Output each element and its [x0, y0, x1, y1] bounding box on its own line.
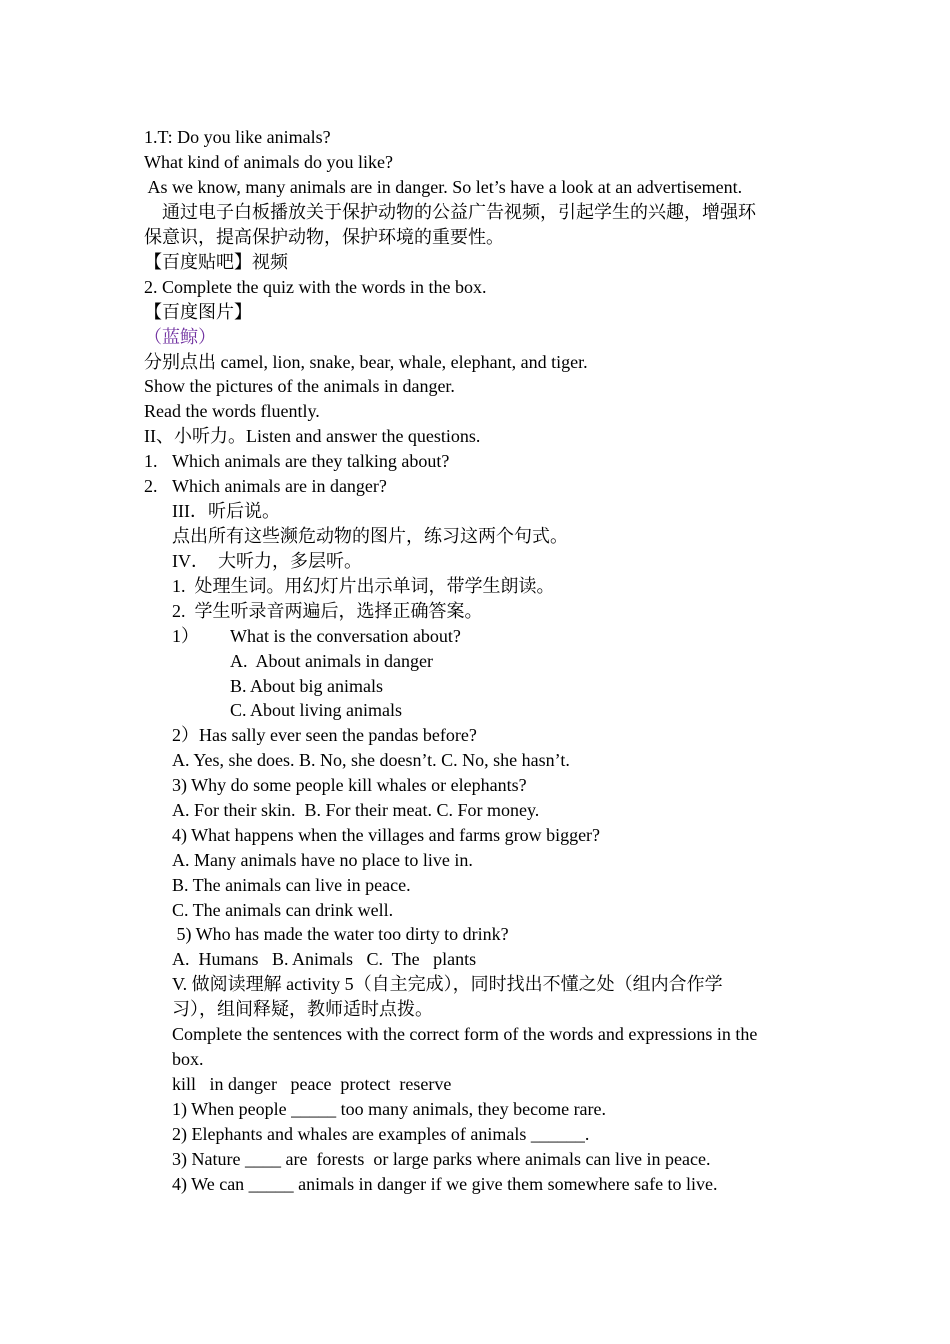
section-ii-heading: II、小听力。Listen and answer the questions. — [144, 426, 481, 446]
listening-q4-option-c: C. The animals can drink well. — [172, 900, 394, 920]
section-iv-step-1: 1. 处理生词。用幻灯片出示单词，带学生朗读。 — [172, 576, 555, 596]
listening-q3-text: 3) Why do some people kill whales or elephants? — [172, 775, 527, 795]
question-2-text: Which animals are in danger? — [172, 476, 387, 496]
baidu-tieba-video-label: 【百度贴吧】视频 — [144, 252, 288, 272]
section-iii-heading: III．听后说。 — [172, 501, 280, 521]
video-note-line-2: 保意识，提高保护动物，保护环境的重要性。 — [144, 227, 504, 247]
section-v-heading-line-1: V. 做阅读理解 activity 5（自主完成），同时找出不懂之处（组内合作学 — [172, 974, 723, 994]
word-box: kill in danger peace protect reserve — [172, 1074, 452, 1094]
listening-q3-options: A. For their skin. B. For their meat. C. For money. — [172, 800, 540, 820]
listening-q1-number: 1） — [172, 626, 199, 646]
sentence-1: 1) When people _____ too many animals, they become rare. — [172, 1099, 607, 1119]
intro-question-like-animals: 1.T: Do you like animals? — [144, 127, 331, 147]
listening-q4-option-a: A. Many animals have no place to live in. — [172, 850, 473, 870]
listening-q1-option-c: C. About living animals — [230, 700, 403, 720]
listening-q4-text: 4) What happens when the villages and farms grow bigger? — [172, 825, 601, 845]
blue-whale-label: （蓝鲸） — [144, 327, 216, 347]
question-2-number: 2. — [144, 476, 158, 496]
listening-q5-text: 5) Who has made the water too dirty to drink? — [172, 924, 509, 944]
baidu-images-label: 【百度图片】 — [144, 302, 252, 322]
video-note-line-1: 通过电子白板播放关于保护动物的公益广告视频，引起学生的兴趣，增强环 — [144, 202, 756, 222]
intro-question-kind-of-animals: What kind of animals do you like? — [144, 152, 393, 172]
listening-q2-options: A. Yes, she does. B. No, she doesn’t. C. No, she hasn’t. — [172, 750, 570, 770]
animal-words-line: 分别点出 camel, lion, snake, bear, whale, elephant, and tiger. — [144, 352, 588, 372]
section-iv-heading: IV． 大听力，多层听。 — [172, 551, 362, 571]
sentence-3: 3) Nature ____ are forests or large parks where animals can live in peace. — [172, 1149, 711, 1169]
section-iii-note: 点出所有这些濒危动物的图片，练习这两个句式。 — [172, 526, 568, 546]
sentence-2: 2) Elephants and whales are examples of animals ______. — [172, 1124, 590, 1144]
listening-q5-options: A. Humans B. Animals C. The plants — [172, 949, 477, 969]
sentence-4: 4) We can _____ animals in danger if we give them somewhere safe to live. — [172, 1174, 718, 1194]
listening-q1-option-b: B. About big animals — [230, 676, 383, 696]
question-1-number: 1. — [144, 451, 158, 471]
listening-q2-text: 2）Has sally ever seen the pandas before? — [172, 725, 477, 745]
section-iv-step-2: 2. 学生听录音两遍后，选择正确答案。 — [172, 601, 483, 621]
complete-sentences-instruction-2: box. — [172, 1049, 204, 1069]
section-v-heading-line-2: 习），组间释疑，教师适时点拨。 — [172, 999, 433, 1019]
read-words-line: Read the words fluently. — [144, 401, 320, 421]
quiz-instruction: 2. Complete the quiz with the words in the box. — [144, 277, 487, 297]
listening-q4-option-b: B. The animals can live in peace. — [172, 875, 411, 895]
intro-advertisement-line: As we know, many animals are in danger. So let’s have a look at an advertisement. — [144, 177, 743, 197]
question-1-text: Which animals are they talking about? — [172, 451, 450, 471]
complete-sentences-instruction-1: Complete the sentences with the correct form of the words and expressions in the — [172, 1024, 758, 1044]
listening-q1-option-a: A. About animals in danger — [230, 651, 433, 671]
show-pictures-line: Show the pictures of the animals in danger. — [144, 376, 455, 396]
listening-q1-text: What is the conversation about? — [230, 626, 461, 646]
